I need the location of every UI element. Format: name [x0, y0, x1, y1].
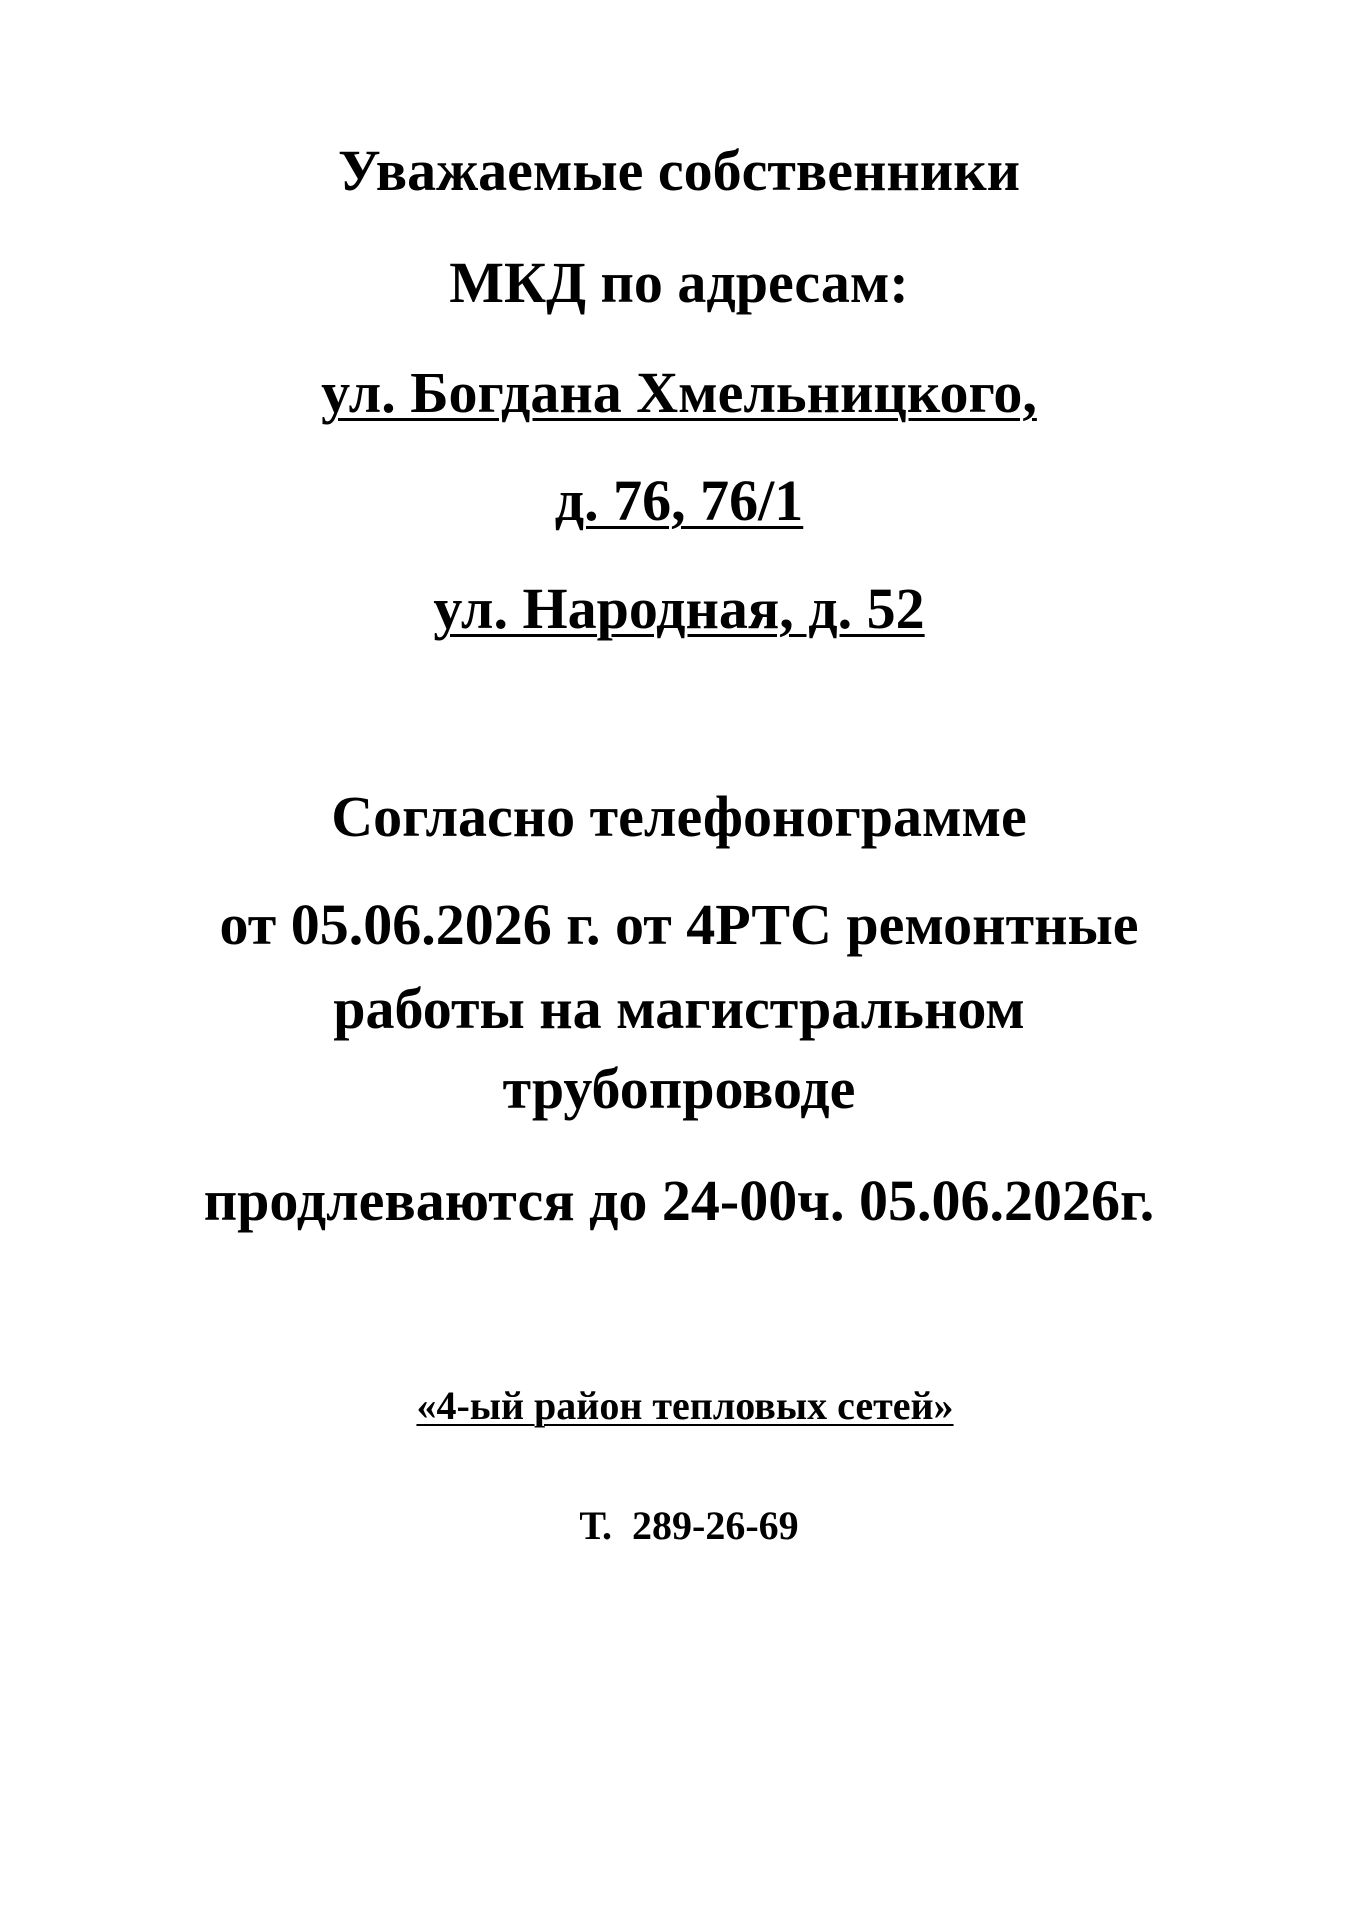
- mkd-line: [0, 250, 1358, 315]
- body-line-5-text: продлеваются до 24-00ч. 05.06.2026г.: [203, 1168, 1155, 1233]
- body-line-3-text: работы на магистральном: [333, 976, 1025, 1041]
- address-1-houses-text: д. 76, 76/1: [554, 468, 804, 533]
- address-1-houses-line: [0, 468, 1358, 533]
- body-line-1-text: Согласно телефонограмме: [331, 784, 1027, 849]
- body-line-2-text: от 05.06.2026 г. от 4РТС ремонтные: [219, 892, 1139, 957]
- phone-line: [0, 1466, 1348, 1586]
- address-2-line: [0, 576, 1358, 641]
- body-line-4: [0, 1056, 1358, 1121]
- body-line-1: [0, 784, 1358, 849]
- body-line-4-text: трубопроводе: [502, 1056, 856, 1121]
- mkd-text: МКД по адресам:: [449, 250, 909, 315]
- address-1-text: ул. Богдана Хмельницкого,: [321, 360, 1037, 425]
- address-1-line: [0, 360, 1358, 425]
- body-line-3: [0, 976, 1358, 1041]
- organization-name: «4-ый район тепловых сетей»: [416, 1383, 954, 1428]
- phone-number: Т. 289-26-69: [579, 1503, 799, 1548]
- address-2-text: ул. Народная, д. 52: [433, 576, 925, 641]
- greeting-text: Уважаемые собственники: [337, 138, 1021, 203]
- body-line-5: [0, 1168, 1358, 1233]
- greeting-line: [0, 138, 1358, 203]
- body-line-2: [0, 892, 1358, 957]
- organization-line: [6, 1383, 1358, 1428]
